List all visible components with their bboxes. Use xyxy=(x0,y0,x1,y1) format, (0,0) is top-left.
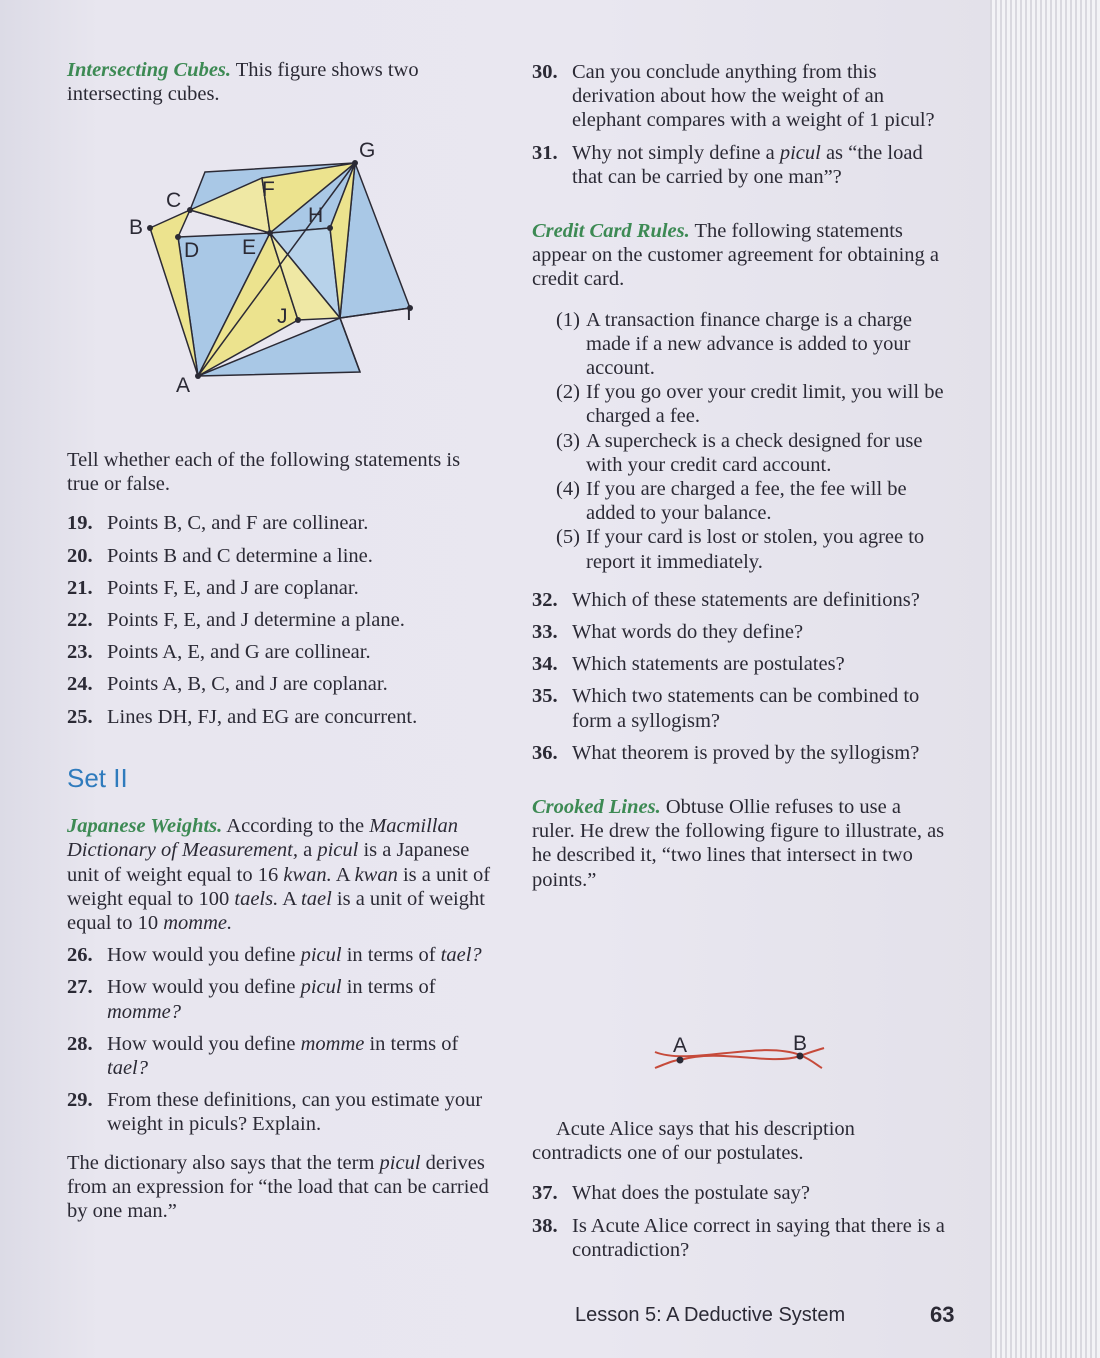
statement-4: (4) If you are charged a fee, the fee will be added to your balance. xyxy=(556,478,907,525)
question-37: 37. What does the postulate say? xyxy=(532,1182,810,1205)
page-edge-stack xyxy=(990,0,1100,1358)
alice-section xyxy=(532,1117,947,1262)
question-26: 26. How would you define picul in terms of tael? xyxy=(67,944,482,967)
label-A2: A xyxy=(673,1034,688,1057)
label-C: C xyxy=(166,189,182,212)
footer-lesson-title: Lesson 5: A Deductive System xyxy=(575,1304,846,1326)
japanese-weights-heading: Japanese Weights. xyxy=(67,815,223,838)
crooked-lines-figure xyxy=(645,1025,835,1077)
intersecting-cubes-heading: Intersecting Cubes. xyxy=(67,59,232,81)
question-23: 23. Points A, E, and G are collinear. xyxy=(67,641,371,664)
tell-instructions: Tell whether each of the following statements is true or false. xyxy=(67,449,461,496)
question-21: 21. Points F, E, and J are coplanar. xyxy=(67,576,359,599)
question-27: 27. How would you define picul in terms of momme? xyxy=(67,976,436,1023)
question-36: 36. What theorem is proved by the syllogism? xyxy=(532,741,920,764)
question-28: 28. How would you define momme in terms of tael? xyxy=(67,1032,459,1080)
point-A xyxy=(677,1057,684,1064)
question-22: 22. Points F, E, and J determine a plane. xyxy=(67,609,405,632)
label-A: A xyxy=(176,374,191,397)
question-35: 35. Which two statements can be combined to form a syllogism? xyxy=(532,685,920,732)
credit-card-intro: Credit Card Rules. The following statements appear on the customer agreement for obtaining a credit card. xyxy=(532,220,939,291)
label-J: J xyxy=(277,305,288,328)
intersecting-cubes-figure xyxy=(120,130,430,400)
question-31: 31. Why not simply define a picul as “the load that can be carried by one man”? xyxy=(532,141,923,188)
label-D: D xyxy=(184,239,200,262)
crooked-lines-heading: Crooked Lines. xyxy=(532,796,661,819)
label-B2: B xyxy=(793,1032,808,1055)
label-F: F xyxy=(262,178,275,201)
japanese-weights-intro: Japanese Weights. According to the Macmillan Dictionary of Measurement, a picul is a Japanese unit of weight equal to 16 kwan. A kwan is a unit of weight equal to 100 taels. A tael is a unit of weight equal to 10 momme. xyxy=(67,815,491,935)
question-19: 19. Points B, C, and F are collinear. xyxy=(67,512,369,535)
label-G: G xyxy=(359,139,376,162)
true-false-section xyxy=(67,448,492,729)
question-33: 33. What words do they define? xyxy=(532,621,804,644)
label-E: E xyxy=(242,236,257,259)
statement-5: (5) If your card is lost or stolen, you agree to report it immediately. xyxy=(556,526,925,573)
question-34: 34. Which statements are postulates? xyxy=(532,653,845,676)
label-I: I xyxy=(406,302,412,325)
page-number: 63 xyxy=(930,1302,955,1327)
label-H: H xyxy=(308,204,324,227)
question-29: 29. From these definitions, can you estimate your weight in piculs? Explain. xyxy=(67,1089,483,1136)
credit-card-heading: Credit Card Rules. xyxy=(532,220,690,243)
question-25: 25. Lines DH, FJ, and EG are concurrent. xyxy=(67,705,418,728)
crooked-lines-intro: Crooked Lines. Obtuse Ollie refuses to use a ruler. He drew the following figure to illustrate, as he described it, “two lines that intersect in two points.” xyxy=(532,796,945,891)
statement-3: (3) A supercheck is a check designed for use with your credit card account. xyxy=(556,429,923,476)
dictionary-note: The dictionary also says that the term picul derives from an expression for “the load that can be carried by one man.” xyxy=(67,1151,489,1223)
statement-1: (1) A transaction finance charge is a charge made if a new advance is added to your account. xyxy=(556,308,912,380)
statement-2: (2) If you go over your credit limit, you will be charged a fee. xyxy=(556,381,944,428)
set-ii-section xyxy=(67,763,492,1223)
set-ii-heading: Set II xyxy=(67,763,128,793)
left-column xyxy=(67,58,492,106)
question-38: 38. Is Acute Alice correct in saying that there is a contradiction? xyxy=(532,1214,945,1261)
acute-alice-text: Acute Alice says that his description contradicts one of our postulates. xyxy=(532,1118,855,1165)
question-30: 30. Can you conclude anything from this derivation about how the weight of an elephant compares with a weight of 1 picul? xyxy=(532,61,935,132)
question-32: 32. Which of these statements are definitions? xyxy=(532,588,920,611)
question-20: 20. Points B and C determine a line. xyxy=(67,544,373,567)
intersecting-cubes-intro: Intersecting Cubes. This figure shows two intersecting cubes. xyxy=(67,59,419,106)
right-column xyxy=(532,60,947,892)
label-B: B xyxy=(129,216,144,239)
question-24: 24. Points A, B, C, and J are coplanar. xyxy=(67,673,388,696)
